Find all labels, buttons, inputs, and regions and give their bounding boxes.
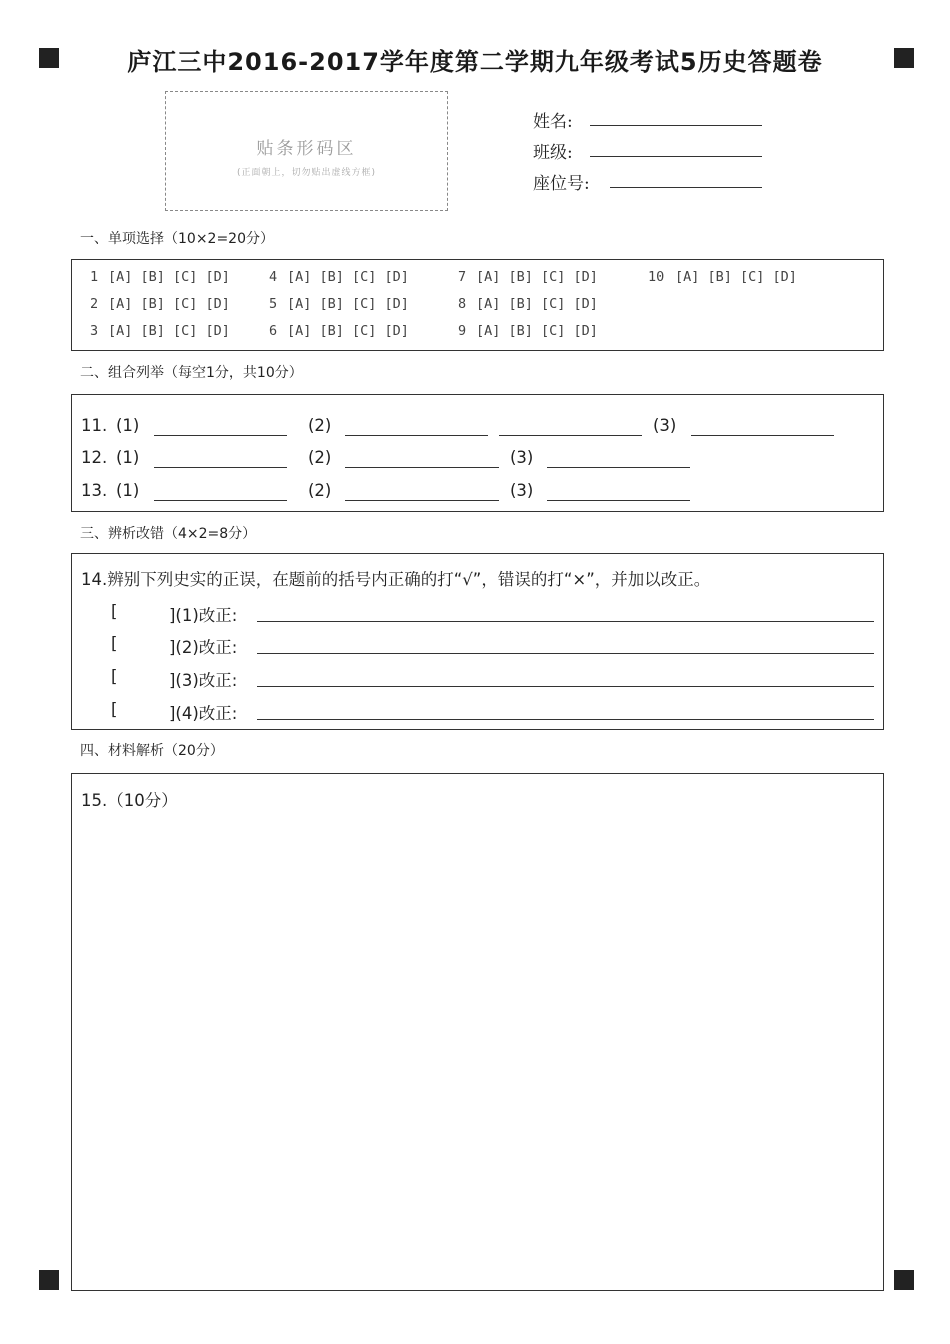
class-field[interactable] (590, 156, 762, 157)
mc-num-2: 2 (90, 296, 99, 312)
q14-item2-correction[interactable] (257, 653, 874, 654)
q14-item2-bracket[interactable]: [ (111, 634, 118, 653)
mc-num-8: 8 (458, 296, 467, 312)
mc-options-6[interactable]: [A] [B] [C] [D] (287, 323, 409, 339)
section4-answer-box[interactable] (71, 773, 884, 1291)
barcode-title: 贴条形码区 (256, 139, 357, 159)
mc-options-8[interactable]: [A] [B] [C] [D] (476, 296, 598, 312)
corner-marker-bottom-left (39, 1270, 59, 1290)
mc-num-6: 6 (269, 323, 278, 339)
section4-heading: 四、材料解析（20分） (80, 743, 224, 759)
mc-options-4[interactable]: [A] [B] [C] [D] (287, 269, 409, 285)
name-field[interactable] (590, 125, 762, 126)
mc-num-10: 10 (648, 269, 665, 285)
q11-part1-label: (1) (116, 416, 140, 435)
q13-blank-2[interactable] (345, 500, 499, 501)
q14-item1-bracket[interactable]: [ (111, 602, 118, 621)
section2-heading: 二、组合列举（每空1分，共10分） (80, 365, 303, 381)
barcode-area (165, 91, 448, 211)
mc-num-9: 9 (458, 323, 467, 339)
mc-num-3: 3 (90, 323, 99, 339)
barcode-subtitle: (正面朝上，切勿贴出虚线方框) (236, 168, 377, 178)
q14-item2-label: ](2)改正: (169, 638, 238, 657)
q12-blank-1[interactable] (154, 467, 287, 468)
q14-item3-correction[interactable] (257, 686, 874, 687)
q13-part3-label: (3) (510, 481, 534, 500)
corner-marker-top-right (894, 48, 914, 68)
q11-number: 11. (81, 416, 108, 435)
q12-blank-3[interactable] (547, 467, 690, 468)
q13-part2-label: (2) (308, 481, 332, 500)
q14-item4-label: ](4)改正: (169, 704, 238, 723)
q12-part2-label: (2) (308, 448, 332, 467)
class-label: 班级: (533, 143, 573, 163)
q14-item3-label: ](3)改正: (169, 671, 238, 690)
q11-blank-2a[interactable] (345, 435, 488, 436)
q11-blank-1[interactable] (154, 435, 287, 436)
q13-blank-1[interactable] (154, 500, 287, 501)
mc-num-1: 1 (90, 269, 99, 285)
q14-item1-label: ](1)改正: (169, 606, 238, 625)
mc-options-9[interactable]: [A] [B] [C] [D] (476, 323, 598, 339)
q12-blank-2[interactable] (345, 467, 499, 468)
corner-marker-bottom-right (894, 1270, 914, 1290)
q14-item3-bracket[interactable]: [ (111, 667, 118, 686)
mc-num-7: 7 (458, 269, 467, 285)
section3-box (71, 553, 884, 730)
mc-num-4: 4 (269, 269, 278, 285)
q11-part3-label: (3) (653, 416, 677, 435)
q12-part1-label: (1) (116, 448, 140, 467)
section1-box (71, 259, 884, 351)
mc-options-5[interactable]: [A] [B] [C] [D] (287, 296, 409, 312)
mc-options-3[interactable]: [A] [B] [C] [D] (108, 323, 230, 339)
q13-number: 13. (81, 481, 108, 500)
name-label: 姓名: (533, 112, 573, 132)
q13-blank-3[interactable] (547, 500, 690, 501)
mc-options-7[interactable]: [A] [B] [C] [D] (476, 269, 598, 285)
q12-part3-label: (3) (510, 448, 534, 467)
q14-item4-bracket[interactable]: [ (111, 700, 118, 719)
q11-part2-label: (2) (308, 416, 332, 435)
q14-item1-correction[interactable] (257, 621, 874, 622)
seat-field[interactable] (610, 187, 762, 188)
q11-blank-2b[interactable] (499, 435, 642, 436)
seat-label: 座位号: (533, 174, 590, 194)
q12-number: 12. (81, 448, 108, 467)
page-title: 庐江三中2016-2017学年度第二学期九年级考试5历史答题卷 (127, 48, 823, 76)
q11-blank-3[interactable] (691, 435, 834, 436)
mc-options-10[interactable]: [A] [B] [C] [D] (675, 269, 797, 285)
q14-item4-correction[interactable] (257, 719, 874, 720)
section1-heading: 一、单项选择（10×2=20分） (80, 231, 274, 247)
q14-instruction: 14.辨别下列史实的正误，在题前的括号内正确的打“√”，错误的打“×”，并加以改正。 (81, 570, 711, 589)
section2-box (71, 394, 884, 512)
q13-part1-label: (1) (116, 481, 140, 500)
q15-label: 15.（10分） (81, 791, 178, 810)
mc-options-1[interactable]: [A] [B] [C] [D] (108, 269, 230, 285)
mc-num-5: 5 (269, 296, 278, 312)
corner-marker-top-left (39, 48, 59, 68)
section3-heading: 三、辨析改错（4×2=8分） (80, 526, 257, 542)
mc-options-2[interactable]: [A] [B] [C] [D] (108, 296, 230, 312)
